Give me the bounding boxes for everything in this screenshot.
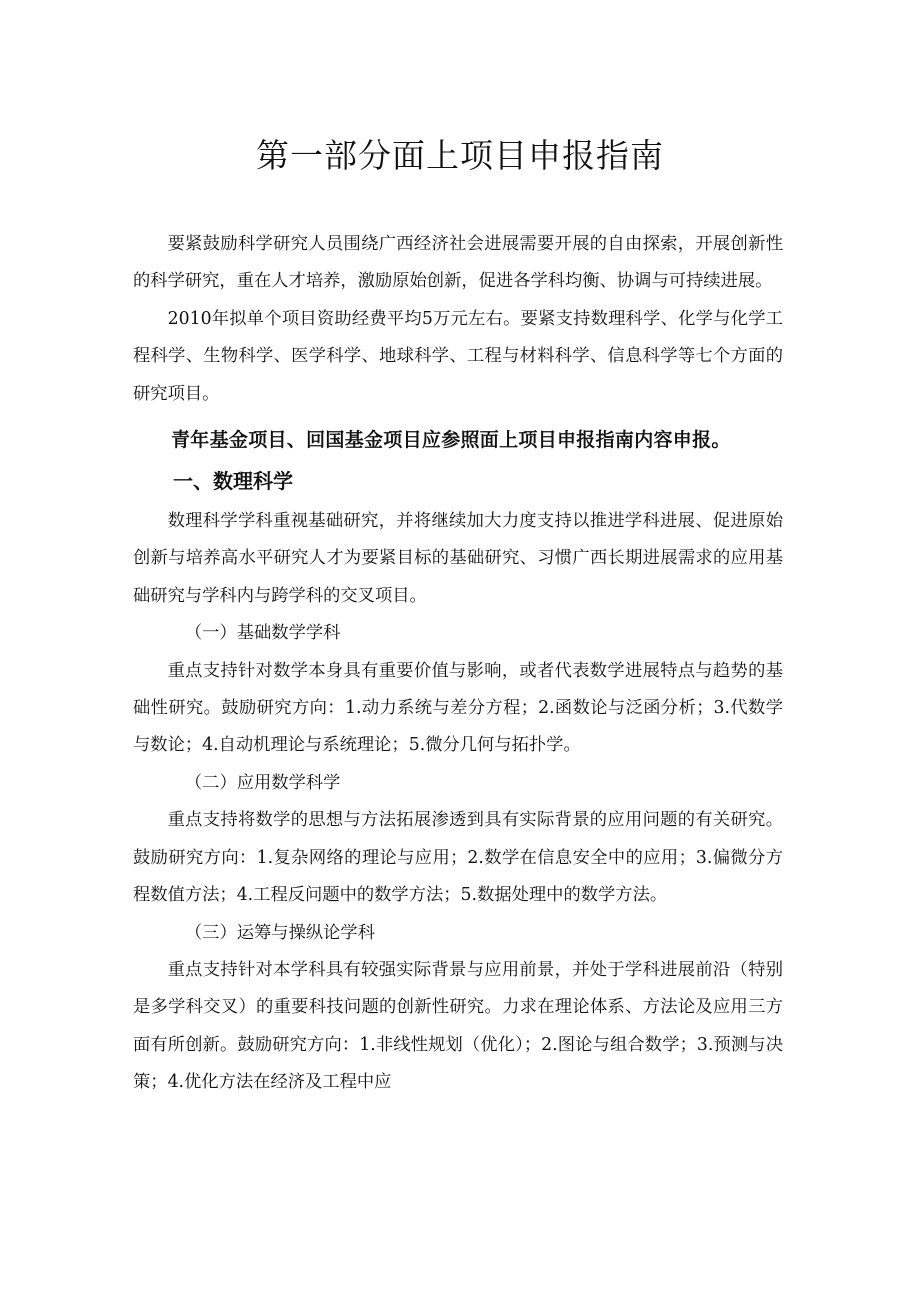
page-title: 第一部分面上项目申报指南 xyxy=(256,136,664,175)
section-heading-math-physics: 一、数理科学 xyxy=(173,469,293,494)
subsection-text-basic-math: 重点支持针对数学本身具有重要价值与影响，或者代表数学进展特点与趋势的基础性研究。鼓励研究方向：1.动力系统与差分方程；2.函数论与泛函分析；3.代数学与数论；4.自动机理论与系统理论；5.微分几何与拓扑学。 xyxy=(133,660,783,756)
document-body xyxy=(133,226,783,1102)
subsection-heading-applied-math: （二）应用数学科学 xyxy=(184,772,341,793)
subsection-heading-operations-control: （三）运筹与操纵论学科 xyxy=(184,922,375,943)
intro-paragraph-1: 要紧鼓励科学研究人员围绕广西经济社会进展需要开展的自由探索，开展创新性的科学研究，重在人才培养，激励原始创新，促进各学科均衡、协调与可持续进展。 xyxy=(133,234,783,292)
intro-paragraph-2: 2010年拟单个项目资助经费平均5万元左右。要紧支持数理科学、化学与化学工程科学、生物科学、医学科学、地球科学、工程与材料科学、信息科学等七个方面的研究项目。 xyxy=(133,308,783,404)
section-intro-paragraph: 数理科学学科重视基础研究，并将继续加大力度支持以推进学科进展、促进原始创新与培养高水平研究人才为要紧目标的基础研究、习惯广西长期进展需求的应用基础研究与学科内与跨学科的交叉项目。 xyxy=(133,511,783,606)
subsection-text-applied-math: 重点支持将数学的思想与方法拓展渗透到具有实际背景的应用问题的有关研究。鼓励研究方向：1.复杂网络的理论与应用；2.数学在信息安全中的应用；3.偏微分方程数值方法；4.工程反问题中的数学方法；5.数据处理中的数学方法。 xyxy=(133,810,783,906)
note-paragraph: 青年基金项目、回国基金项目应参照面上项目申报指南内容申报。 xyxy=(171,429,731,452)
subsection-heading-basic-math: （一）基础数学学科 xyxy=(184,623,341,644)
subsection-text-operations-control: 重点支持针对本学科具有较强实际背景与应用前景，并处于学科进展前沿（特别是多学科交叉）的重要科技问题的创新性研究。力求在理论体系、方法论及应用三方面有所创新。鼓励研究方向：1.非线性规划（优化）；2.图论与组合数学；3.预测与决策；4.优化方法在经济及工程中应 xyxy=(133,959,783,1093)
